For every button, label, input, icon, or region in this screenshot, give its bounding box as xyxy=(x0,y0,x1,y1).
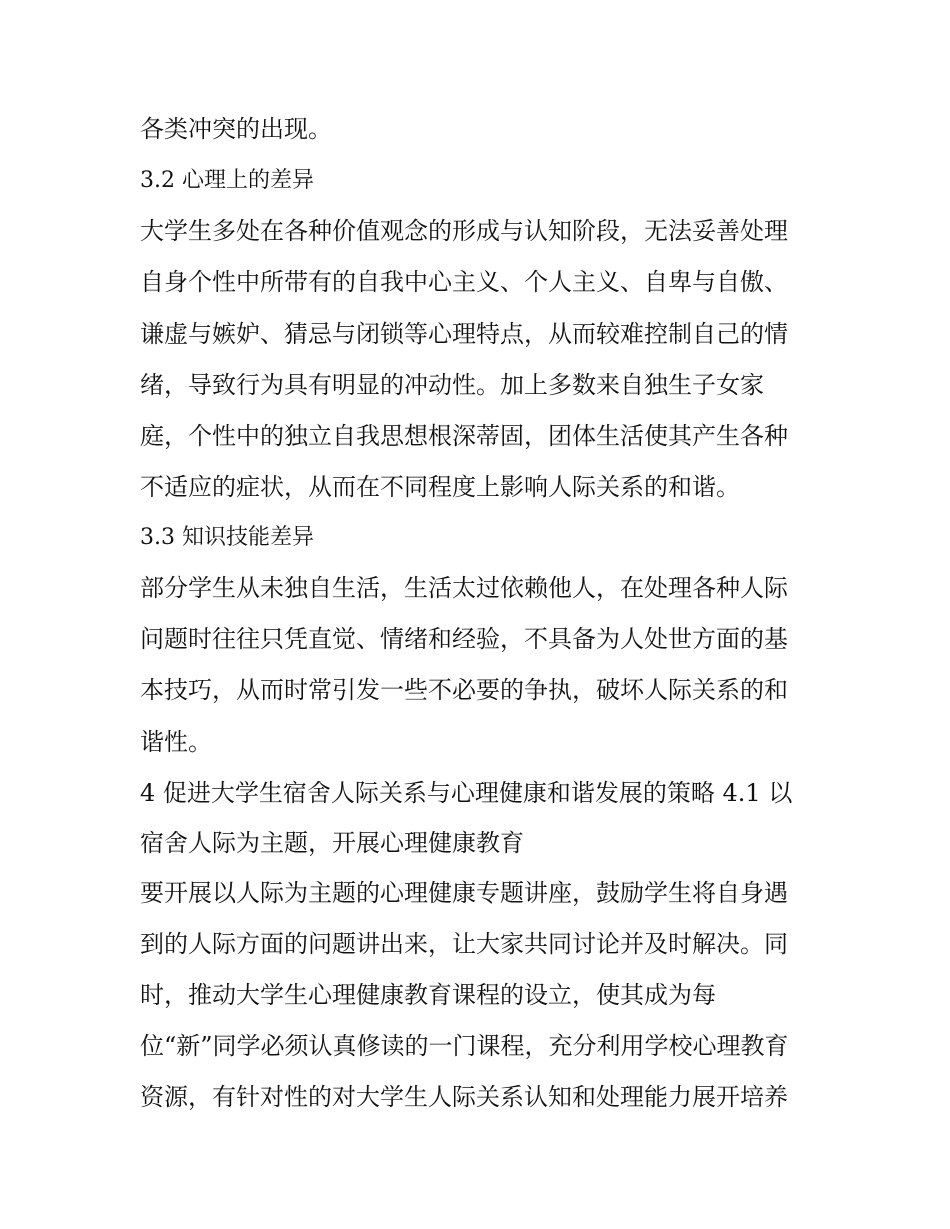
section-heading: 宿舍人际为主题，开展心理健康教育 xyxy=(140,829,524,857)
paragraph-line: 到的人际方面的问题讲出来，让大家共同讨论并及时解决。同 xyxy=(140,930,788,958)
paragraph-line: 本技巧，从而时常引发一些不必要的争执，破坏人际关系的和 xyxy=(140,676,788,704)
paragraph-line: 谐性。 xyxy=(140,728,212,756)
paragraph-line: 要开展以人际为主题的心理健康专题讲座，鼓励学生将自身遇 xyxy=(140,879,788,907)
paragraph-line: 时，推动大学生心理健康教育课程的设立，使其成为每 xyxy=(140,981,716,1009)
paragraph-line: 谦虚与嫉妒、猜忌与闭锁等心理特点，从而较难控制自己的情 xyxy=(140,320,788,348)
paragraph-line: 庭，个性中的独立自我思想根深蒂固，团体生活使其产生各种 xyxy=(140,422,788,450)
paragraph-line: 部分学生从未独自生活，生活太过依赖他人，在处理各种人际 xyxy=(140,574,788,602)
section-heading: 3.2 心理上的差异 xyxy=(140,168,314,193)
paragraph-line: 自身个性中所带有的自我中心主义、个人主义、自卑与自傲、 xyxy=(140,268,788,296)
section-heading: 3.3 知识技能差异 xyxy=(140,525,314,550)
paragraph-line: 大学生多处在各种价值观念的形成与认知阶段，无法妥善处理 xyxy=(140,217,788,245)
paragraph-line: 问题时往往只凭直觉、情绪和经验，不具备为人处世方面的基 xyxy=(140,625,788,653)
section-heading: 4 促进大学生宿舍人际关系与心理健康和谐发展的策略 4.1 以 xyxy=(140,779,793,807)
paragraph-line: 位“新”同学必须认真修读的一门课程，充分利用学校心理教育 xyxy=(140,1032,789,1060)
paragraph-line: 各类冲突的出现。 xyxy=(140,115,332,143)
paragraph-line: 不适应的症状，从而在不同程度上影响人际关系的和谐。 xyxy=(140,473,740,501)
paragraph-line: 绪，导致行为具有明显的冲动性。加上多数来自独生子女家 xyxy=(140,371,764,399)
paragraph-line: 资源，有针对性的对大学生人际关系认知和处理能力展开培养 xyxy=(140,1083,788,1111)
